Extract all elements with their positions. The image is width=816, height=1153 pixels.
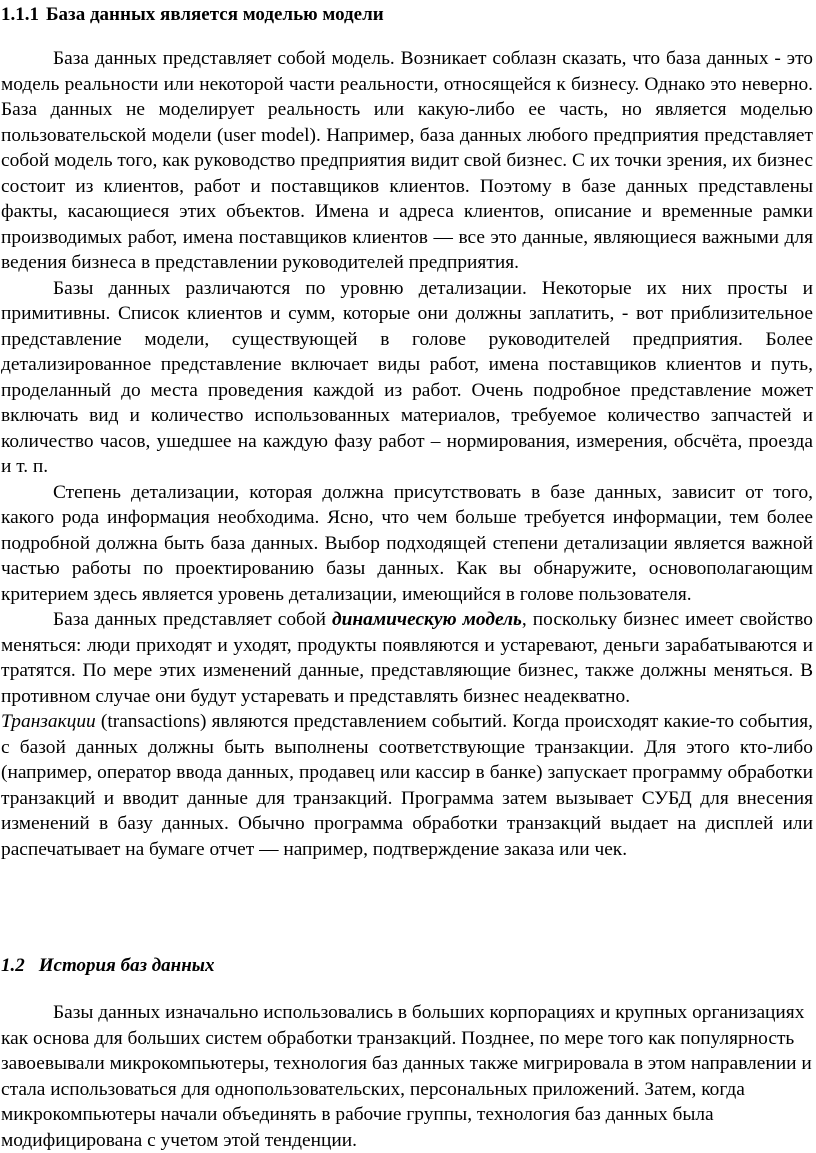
history-body [1,1000,813,1153]
dynamic-model-rest: , поскольку бизнес имеет свойство меняться: люди приходят и уходят, продукты появляются и устаревают, деньги зарабатываются и тратятся. По мере этих изменений данные, представляющие бизнес, также должны меняться. В противном случае они будут устаревать и представлять бизнес неадекватно. [1,609,813,707]
dynamic-model-lead: База данных представляет собой [53,609,332,630]
section-title: База данных является моделью модели [46,4,384,25]
section-body [1,46,813,862]
section-number: 1.1.1 [1,4,39,25]
paragraph-history: Базы данных изначально использовались в больших корпорациях и крупных организациях как основа для больших систем обработки транзакций. Позднее, по мере того как популярность завоевывали микрокомпьютеры, технология баз данных также мигрировала в этом направлении и стала использоваться для однопользовательских, персональных приложений. Затем, когда микрокомпьютеры начали объединять в рабочие группы, технология баз данных была модифицирована с учетом этой тенденции. [1,1002,812,1151]
paragraph-detail-degree: Степень детализации, которая должна присутствовать в базе данных, зависит от того, какого рода информация необходима. Ясно, что чем больше требуется информации, тем более подробной должна быть база данных. Выбор подходящей степени детализации является важной частью работы по проектированию базы данных. Как вы обнаружите, основополагающим критерием здесь является уровень детализации, имеющийся в голове пользователя. [1,481,813,605]
paragraph-detail-levels: Базы данных различаются по уровню детализации. Некоторые их них просты и примитивны. Список клиентов и сумм, которые они должны заплатить, - вот приблизительное представление модели, существующей в голове руководителей предприятия. Более детализированное представление включает виды работ, имена поставщиков клиентов и путь, проделанный до места проведения каждой из работ. Очень подробное представление может включать вид и количество использованных материалов, требуемое количество запчастей и количество часов, ушедшее на каждую фазу работ – нормирования, измерения, обсчёта, проезда и т. п. [1,277,813,477]
transactions-rest: (transactions) являются представлением событий. Когда происходят какие-то события, с базой данных должны быть выполнены соответствующие транзакции. Для этого кто-либо (например, оператор ввода данных, продавец или кассир в банке) запускает программу обработки транзакций и вводит данные для транзакций. Программа затем вызывает СУБД для внесения изменений в базу данных. Обычно программа обработки транзакций выдает на дисплей или распечатывает на бумаге отчет — например, подтверждение заказа или чек. [1,711,813,860]
section-heading [1,3,384,27]
dynamic-model-term: динамическую модель [331,609,522,630]
transactions-term: Транзакции [1,711,96,732]
paragraph-dynamic-model [1,607,813,709]
paragraph-transactions [1,709,813,862]
subsection-heading [1,954,214,978]
subsection-title: История баз данных [38,955,215,976]
subsection-number: 1.2 [1,955,25,976]
paragraph-model: База данных представляет собой модель. Возникает соблазн сказать, что база данных - это модель реальности или некоторой части реальности, относящейся к бизнесу. Однако это неверно. База данных не моделирует реальность или какую-либо ее часть, но является моделью пользовательской модели (user model). Например, база данных любого предприятия представляет собой модель того, как руководство предприятия видит свой бизнес. С их точки зрения, их бизнес состоит из клиентов, работ и поставщиков клиентов. Поэтому в базе данных представлены факты, касающиеся этих объектов. Имена и адреса клиентов, описание и временные рамки производимых работ, имена поставщиков клиентов — все это данные, являющиеся важными для ведения бизнеса в представлении руководителей предприятия. [1,48,813,273]
